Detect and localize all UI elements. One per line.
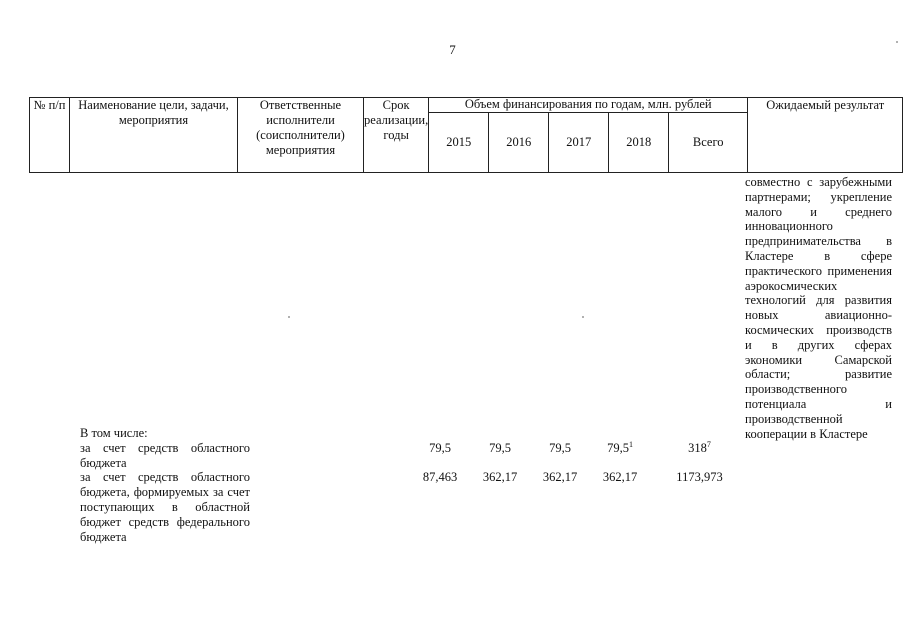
regional-2017-value: 79,5 <box>549 441 571 455</box>
header-col-total: Всего <box>669 113 748 173</box>
regional-budget-label: за счет средств областного бюджета <box>80 441 250 470</box>
header-col-number: № п/п <box>30 98 70 173</box>
regional-total-footnote: 7 <box>706 439 711 449</box>
federal-total-value: 1173,973 <box>676 470 723 484</box>
federal-2017-value: 362,17 <box>542 470 578 484</box>
regional-total-cell <box>660 441 739 456</box>
regional-2018-footnote: 1 <box>628 439 633 449</box>
regional-2016-value: 79,5 <box>489 441 511 455</box>
regional-total-value: 318 <box>688 441 707 455</box>
federal-2015-value: 87,463 <box>422 470 458 484</box>
federal-2018-value: 362,17 <box>602 470 638 484</box>
header-col-name: Наименование цели, задачи, мероприятия <box>70 98 238 173</box>
including-label: В том числе: <box>80 426 148 440</box>
table-header <box>29 97 903 173</box>
regional-2018-cell <box>590 441 650 456</box>
scan-dot <box>582 316 584 318</box>
header-col-period: Срок реализации, годы <box>364 98 429 173</box>
header-year-2018: 2018 <box>609 113 669 173</box>
header-year-2017: 2017 <box>549 113 609 173</box>
scan-dot <box>288 316 290 318</box>
federal-2016-value: 362,17 <box>482 470 518 484</box>
regional-2015-value: 79,5 <box>429 441 451 455</box>
scan-dot <box>896 41 898 43</box>
expected-result-text: совместно с зарубежными партнерами; укрепление малого и среднего инновационного предпринимательства в Кластере в сфере практического применения аэрокосмических технологий для развития новых авиационно-космических производств и в других сферах экономики Самарской области; развитие производственного потенциала и производственной кооперации в Кластере <box>745 175 892 441</box>
regional-2018-value: 79,5 <box>607 441 629 455</box>
header-col-executors: Ответственные исполнители (соисполнители) мероприятия <box>238 98 364 173</box>
federal-budget-label: за счет средств областного бюджета, формируемых за счет поступающих в областной бюджет средств федерального бюджета <box>80 470 250 544</box>
header-col-result: Ожидаемый результат <box>748 98 903 173</box>
header-year-2015: 2015 <box>429 113 489 173</box>
header-year-2016: 2016 <box>489 113 549 173</box>
header-col-financing: Объем финансирования по годам, млн. рублей <box>429 98 748 113</box>
page-number: 7 <box>449 42 456 57</box>
